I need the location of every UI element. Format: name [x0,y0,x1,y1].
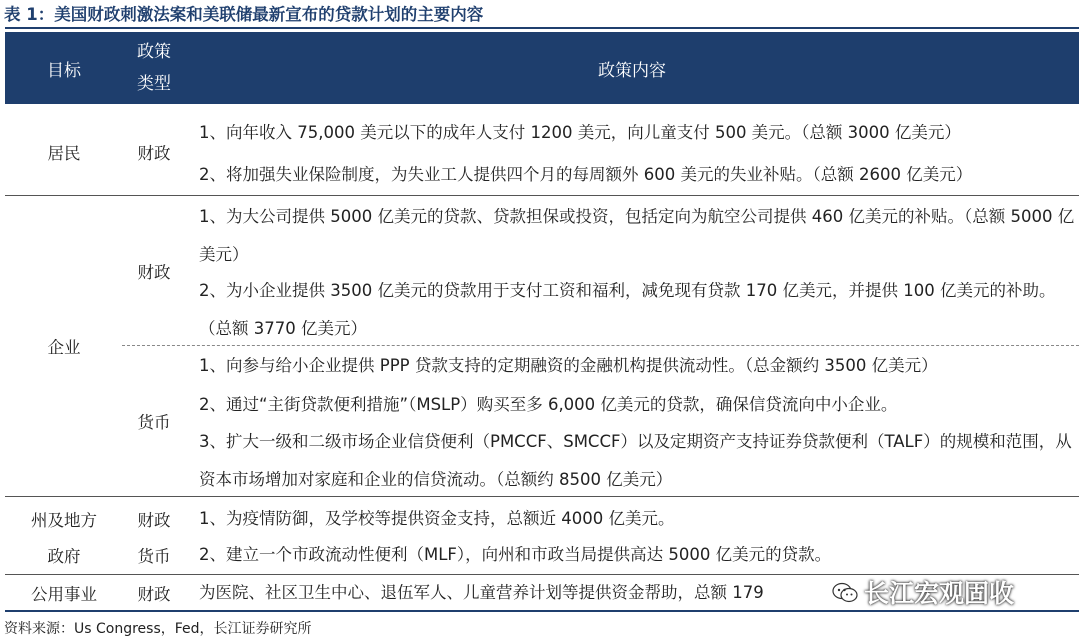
row-subdivider [122,345,1079,346]
row-enterprise-monetary-item-2: 2、通过“主街贷款便利措施”（MSLP）购买至多 6,000 亿美元的贷款，确保信贷流向中小企业。 [199,395,898,414]
row-utility-item: 为医院、社区卫生中心、退伍军人、儿童营养计划等提供资金帮助，总额 179 [199,583,764,602]
watermark [832,574,1014,610]
row-state-monetary-type: 货币 [137,547,171,566]
row-resident-item-1: 1、向年收入 75,000 美元以下的成年人支付 1200 美元，向儿童支付 500 美元。（总额 3000 亿美元） [199,123,961,142]
header-type-line2: 类型 [137,74,171,94]
top-rule [5,27,1079,29]
row-enterprise-fiscal-item-1: 1、为大公司提供 5000 亿美元的贷款、贷款担保或投资，包括定向为航空公司提供 460 亿美元的补贴。（总额 5000 亿美元） [199,207,1075,264]
row-state-fiscal-item: 1、为疫情防御，及学校等提供资金支持，总额近 4000 亿美元。 [199,509,675,528]
row-resident-type: 财政 [137,144,171,163]
row-resident-item-2: 2、将加强失业保险制度，为失业工人提供四个月的每周额外 600 美元的失业补贴。（总额 2600 亿美元） [199,165,973,184]
row-utility-type: 财政 [137,585,171,604]
header-type-line1: 政策 [137,42,171,62]
header-content: 政策内容 [598,60,666,81]
row-resident-target: 居民 [47,144,81,163]
row-enterprise-fiscal-type: 财政 [137,263,171,282]
row-enterprise-fiscal-item-2: 2、为小企业提供 3500 亿美元的贷款用于支付工资和福利，减免现有贷款 170 亿美元，并提供 100 亿美元的补助。（总额 3770 亿美元） [199,281,1056,338]
watermark-text: 长江宏观固收 [864,579,1015,608]
row-state-target-line1: 州及地方 [31,511,97,530]
wechat-icon [832,581,858,603]
row-utility-target: 公用事业 [31,585,97,604]
source-note: 资料来源：Us Congress，Fed，长江证券研究所 [4,621,312,637]
row-divider [5,195,1079,196]
row-enterprise-target: 企业 [47,338,81,357]
row-enterprise-monetary-type: 货币 [137,413,171,432]
row-enterprise-monetary-item-3: 3、扩大一级和二级市场企业信贷便利（PMCCF、SMCCF）以及定期资产支持证券贷款便利（TALF）的规模和范围，从资本市场增加对家庭和企业的信贷流动。（总额约 8500 亿美元） [199,432,1072,489]
header-type [123,32,185,104]
row-state-target-line2: 政府 [47,547,81,566]
table-caption: 表 1：美国财政刺激法案和美联储最新宣布的贷款计划的主要内容 [4,5,484,24]
row-divider [5,496,1079,497]
bottom-rule [5,610,1079,612]
row-state-monetary-item: 2、建立一个市政流动性便利（MLF），向州和市政当局提供高达 5000 亿美元的贷款。 [199,545,832,564]
table-header [5,32,1079,104]
row-state-fiscal-type: 财政 [137,511,171,530]
row-enterprise-monetary-item-1: 1、向参与给小企业提供 PPP 贷款支持的定期融资的金融机构提供流动性。（总金额约 3500 亿美元） [199,356,938,375]
header-target: 目标 [47,60,81,81]
